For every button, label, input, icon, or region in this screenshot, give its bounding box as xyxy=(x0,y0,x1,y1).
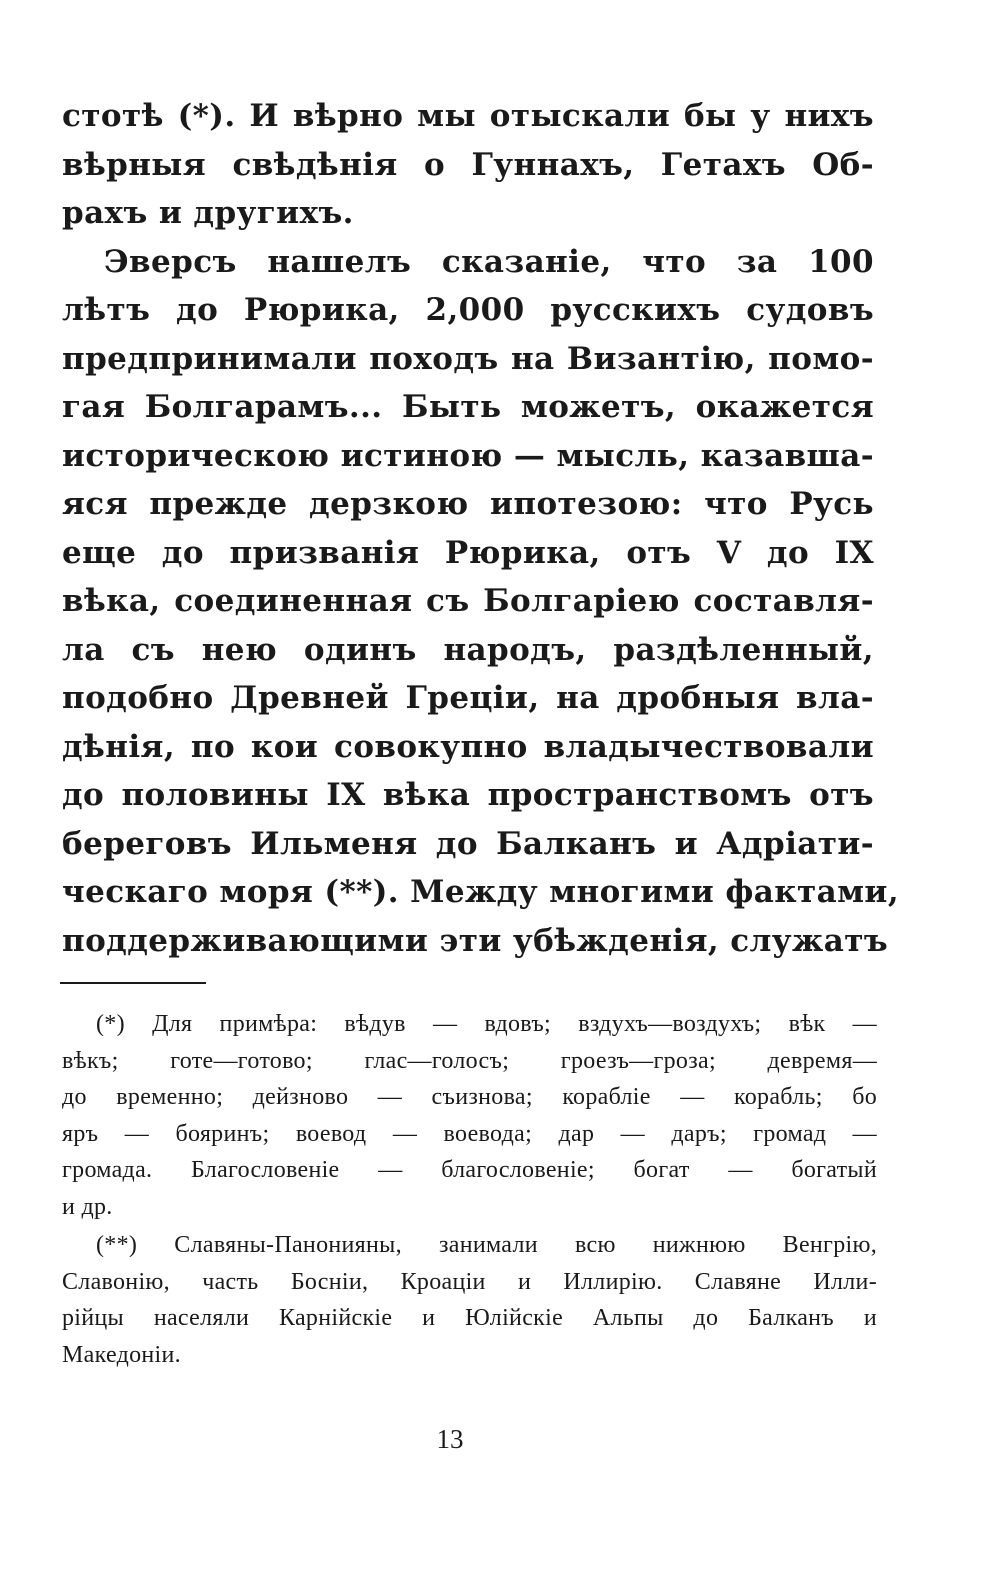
footnote-divider xyxy=(60,982,206,984)
text-line: лѣтъ до Рюрика, 2,000 русскихъ судовъ xyxy=(62,292,874,328)
footnote-line: Славонію, часть Босніи, Кроаціи и Иллирію. Славяне Илли- xyxy=(62,1268,877,1295)
page-number: 13 xyxy=(436,1424,464,1454)
footnotes-block xyxy=(62,1006,877,1373)
text-line: историческою истиною — мысль, казавша- xyxy=(62,437,874,474)
text-line: ческаго моря (**). Между многими фактами, xyxy=(62,874,900,910)
footnote-line: рійцы населяли Карнійскіе и Юлійскіе Альпы до Балканъ и xyxy=(62,1305,877,1331)
text-line: поддерживающими эти убѣжденія, служатъ xyxy=(62,922,889,959)
text-line: вѣрныя свѣдѣнія о Гуннахъ, Гетахъ Об- xyxy=(62,146,874,183)
text-line: вѣка, соединенная съ Болгаріею составля- xyxy=(62,583,874,619)
text-line: подобно Древней Греціи, на дробныя вла- xyxy=(62,680,874,716)
footnote-line: вѣкъ; готе—готово; глас—голосъ; гроезъ—гроза; девремя— xyxy=(62,1047,877,1074)
footnote-line: и др. xyxy=(62,1193,113,1220)
text-line: береговъ Ильменя до Балканъ и Адріати- xyxy=(62,825,874,862)
text-line: до половины IX вѣка пространствомъ отъ xyxy=(62,777,874,813)
footnote-line: яръ — бояринъ; воевод — воевода; дар — даръ; громад — xyxy=(62,1120,877,1147)
footnote-line: громада. Благословеніе — благословеніе; богат — богатый xyxy=(62,1157,877,1183)
text-line: яся прежде дерзкою ипотезою: что Русь xyxy=(62,486,874,522)
text-line: дѣнія, по кои совокупно владычествовали xyxy=(62,728,874,765)
footnote-line: до временно; дейзново — съизнова; корабліе — корабль; бо xyxy=(62,1084,877,1110)
footnote-line: Македоніи. xyxy=(62,1341,181,1368)
text-line: еще до призванія Рюрика, отъ V до IX xyxy=(62,534,874,571)
main-text-block xyxy=(62,92,900,965)
text-line: гая Болгарамъ... Быть можетъ, окажется xyxy=(62,389,874,425)
footnote-line: (**) Славяны-Панонияны, занимали всю нижнюю Венгрію, xyxy=(96,1232,877,1258)
text-line: предпринимали походъ на Византію, помо- xyxy=(62,340,874,377)
text-line: стотѣ (*). И вѣрно мы отыскали бы у нихъ xyxy=(62,98,874,134)
text-line: Эверсъ нашелъ сказаніе, что за 100 xyxy=(104,243,874,280)
text-line: ла съ нею одинъ народъ, раздѣленный, xyxy=(62,631,874,668)
footnote-2 xyxy=(62,1227,877,1373)
footnote-line: (*) Для примѣра: вѣдув — вдовъ; вздухъ—воздухъ; вѣк — xyxy=(96,1011,877,1037)
footnote-1 xyxy=(62,1006,877,1225)
text-line: рахъ и другихъ. xyxy=(62,195,354,231)
